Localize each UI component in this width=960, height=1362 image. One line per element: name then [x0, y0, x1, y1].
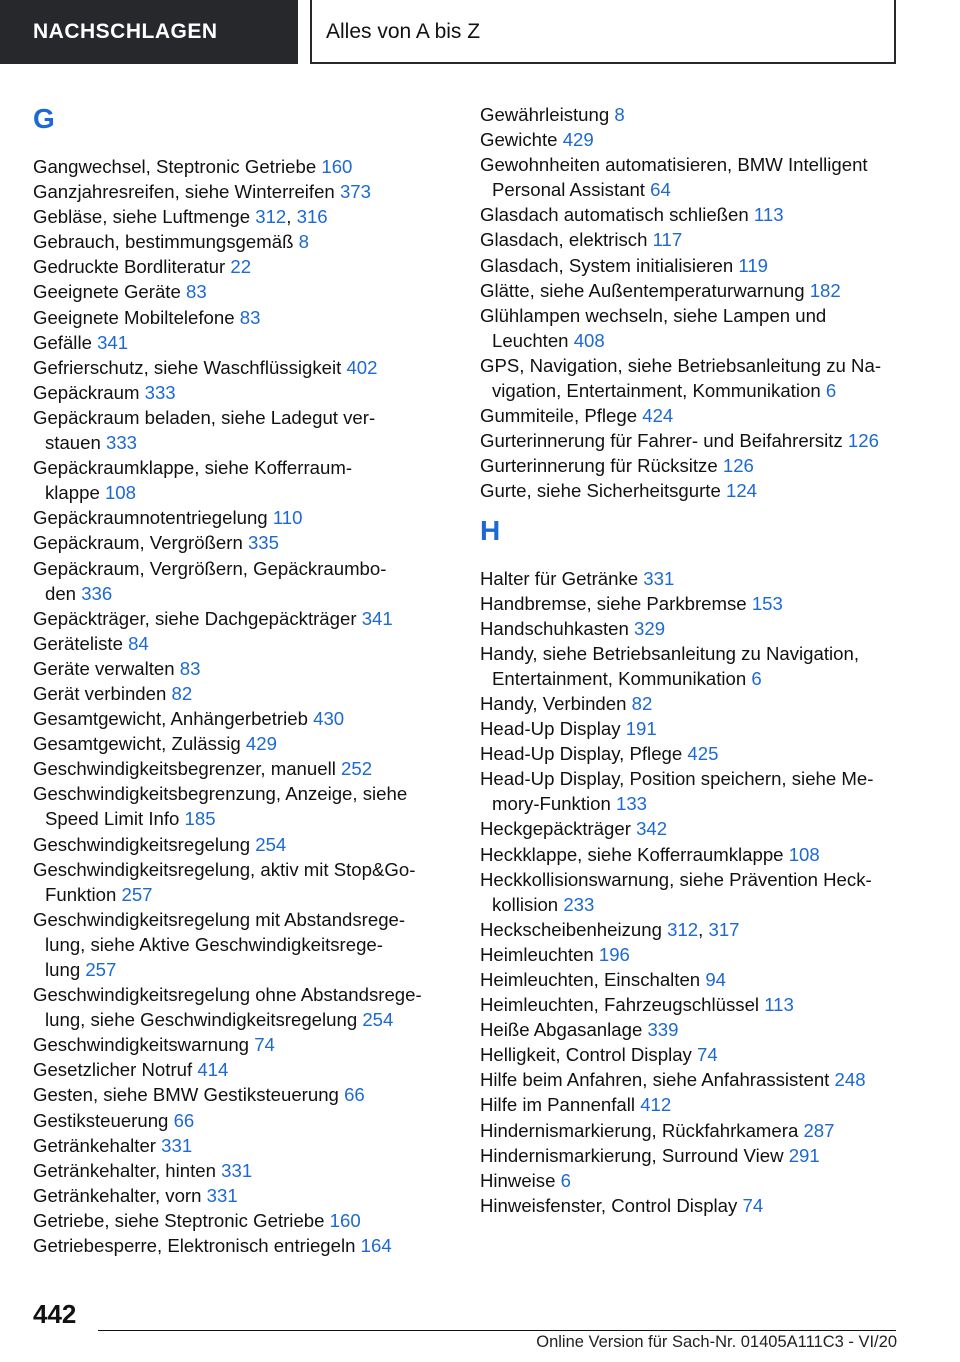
index-entry-text: Handbremse, siehe Parkbremse	[480, 592, 747, 614]
index-entry-text: Head-Up Display, Pflege	[480, 743, 683, 765]
page-reference-link[interactable]: 84	[128, 632, 149, 654]
index-entry	[480, 1118, 900, 1143]
page-reference-link[interactable]: 342	[636, 818, 668, 840]
index-entry	[33, 656, 453, 681]
index-entry	[480, 1168, 900, 1193]
index-entry	[33, 455, 453, 505]
page-reference-link[interactable]: 66	[173, 1109, 195, 1131]
page-reference-link[interactable]: 429	[245, 733, 277, 755]
index-entry	[480, 992, 900, 1017]
index-entry-text: Gestiksteuerung	[33, 1109, 169, 1131]
index-entry-text: Getriebesperre, Elektronisch entriegeln	[33, 1235, 356, 1257]
index-column-left	[33, 102, 453, 1258]
index-entry-text: lung	[45, 959, 81, 980]
index-entry-text: Heckgepäckträger	[480, 818, 631, 840]
footer-divider	[98, 1330, 896, 1331]
index-entry-text: Glasdach automatisch schließen	[480, 204, 749, 226]
index-entry	[33, 857, 453, 907]
index-entry	[480, 453, 900, 478]
index-entry-text: mory-Funktion	[492, 793, 611, 815]
index-entry-text: Handy, Verbinden	[480, 692, 627, 714]
page-reference-link[interactable]: 6	[560, 1169, 571, 1191]
index-entry-text: Gepäckraum, Vergrößern	[33, 532, 243, 554]
index-entry-text: Geräteliste	[33, 632, 123, 654]
page-reference-link[interactable]: 119	[738, 254, 769, 276]
index-entry	[33, 154, 453, 179]
index-column-right	[480, 102, 900, 1218]
index-entry	[480, 353, 900, 403]
index-entry	[33, 1082, 453, 1107]
index-entry	[480, 566, 900, 591]
page-number: 442	[33, 1299, 77, 1329]
index-entry-text: kollision	[492, 893, 559, 915]
index-letter-heading: H	[480, 514, 501, 546]
page-reference-link[interactable]: 257	[85, 959, 117, 980]
page-reference-link[interactable]: 316	[296, 206, 328, 228]
page-reference-link[interactable]: 402	[346, 356, 378, 378]
page-reference-link[interactable]: 317	[708, 918, 740, 940]
index-entry-text: Gesamtgewicht, Zulässig	[33, 733, 241, 755]
index-entry-text: Geschwindigkeitsregelung ohne Abstandsrege-	[33, 984, 422, 1006]
index-entry-text: Gurterinnerung für Fahrer- und Beifahrersitz	[480, 430, 843, 452]
index-entry	[480, 616, 900, 641]
page-reference-link[interactable]: 64	[650, 179, 671, 201]
index-entry	[480, 867, 900, 917]
page-reference-link[interactable]: 233	[563, 893, 595, 915]
page-reference-link[interactable]: 126	[722, 455, 754, 477]
index-entry-text: Gepäckraum beladen, siehe Ladegut ver-	[33, 406, 376, 428]
index-entry	[33, 781, 453, 831]
page-reference-link[interactable]: 8	[614, 104, 625, 125]
index-entry	[33, 530, 453, 555]
index-entry	[480, 1143, 900, 1168]
page-reference-link[interactable]: 331	[221, 1159, 253, 1181]
index-entry	[33, 405, 453, 455]
index-entry-text: Heckkollisionswarnung, siehe Prävention Heck-	[480, 868, 872, 890]
index-entry	[33, 606, 453, 631]
page-reference-link[interactable]: 83	[186, 281, 207, 303]
index-entry-text: Heiße Abgasanlage	[480, 1019, 643, 1041]
page-reference-link[interactable]: 117	[652, 229, 683, 251]
index-entry	[33, 1057, 453, 1082]
index-entry-list	[33, 154, 453, 1258]
index-entry-text: klappe	[45, 482, 100, 504]
index-entry	[33, 907, 453, 982]
index-entry-text: Geeignete Geräte	[33, 281, 181, 303]
page-reference-link[interactable]: 335	[247, 532, 279, 554]
index-entry-text: Gangwechsel, Steptronic Getriebe	[33, 156, 317, 177]
index-entry-text: Getriebe, siehe Steptronic Getriebe	[33, 1209, 325, 1231]
index-entry-text: Heckklappe, siehe Kofferraumklappe	[480, 843, 784, 865]
index-entry-text: Gesetzlicher Notruf	[33, 1059, 193, 1081]
index-entry	[33, 756, 453, 781]
page-reference-link[interactable]: 331	[161, 1134, 193, 1156]
index-entry	[480, 1017, 900, 1042]
page-reference-link[interactable]: 425	[687, 743, 719, 765]
index-entry	[33, 1158, 453, 1183]
page-reference-link[interactable]: 333	[144, 381, 176, 403]
index-entry	[33, 1183, 453, 1208]
index-entry-text: Head-Up Display, Position speichern, siehe Me-	[480, 768, 874, 790]
index-entry	[480, 253, 900, 278]
index-entry	[480, 202, 900, 227]
index-entry	[33, 355, 453, 380]
page-reference-link[interactable]: 254	[362, 1009, 394, 1031]
index-entry-text: Gewichte	[480, 129, 558, 151]
index-entry-text: Gurterinnerung für Rücksitze	[480, 455, 718, 477]
index-entry-text: den	[45, 582, 77, 604]
index-entry-text: Heimleuchten	[480, 943, 594, 965]
index-entry-text: Hinweise	[480, 1169, 556, 1191]
index-entry-text: Hindernismarkierung, Rückfahrkamera	[480, 1119, 799, 1141]
page-reference-link[interactable]: 412	[640, 1094, 672, 1116]
index-entry: Heckscheibenheizung 312, 317	[480, 918, 740, 940]
index-entry	[480, 641, 900, 691]
page-reference-link[interactable]: 331	[643, 567, 675, 589]
index-entry	[480, 152, 900, 202]
index-entry-list	[480, 566, 900, 1218]
index-entry-text: Leuchten	[492, 329, 569, 351]
index-entry-text: lung, siehe Aktive Geschwindigkeitsrege-	[45, 933, 383, 955]
index-entry-text: Gesten, siehe BMW Gestiksteuerung	[33, 1084, 339, 1106]
chapter-title: Alles von A bis Z	[310, 0, 896, 64]
page-reference-link[interactable]: 182	[809, 279, 841, 301]
page-reference-link[interactable]: 424	[642, 405, 674, 427]
page-reference-link[interactable]: 291	[788, 1144, 820, 1166]
page-reference-link[interactable]: 22	[230, 256, 252, 278]
page-reference-link[interactable]: 6	[751, 667, 762, 689]
index-entry	[33, 279, 453, 304]
page-reference-link[interactable]: 408	[573, 329, 605, 351]
index-entry	[33, 505, 453, 530]
index-entry-text: Heimleuchten, Einschalten	[480, 969, 701, 990]
page-reference-link[interactable]: 108	[104, 482, 136, 504]
index-entry	[33, 179, 453, 204]
index-entry-text: Gepäckraumklappe, siehe Kofferraum-	[33, 457, 353, 479]
index-entry-text: Head-Up Display	[480, 718, 621, 740]
index-entry	[480, 1092, 900, 1117]
page-reference-link[interactable]: 252	[341, 758, 373, 780]
index-entry-text: Speed Limit Info	[45, 808, 180, 830]
index-entry-text: Hilfe beim Anfahren, siehe Anfahrassistent	[480, 1069, 830, 1091]
index-entry	[33, 706, 453, 731]
page-reference-link[interactable]: 94	[705, 969, 727, 990]
index-entry-text: Gepäckraum, Vergrößern, Gepäckraumbo-	[33, 557, 387, 579]
index-entry	[480, 102, 900, 127]
index-entry-text: Halter für Getränke	[480, 567, 639, 589]
index-entry-text: Gepäckträger, siehe Dachgepäckträger	[33, 607, 357, 629]
page-reference-link[interactable]: 373	[339, 181, 371, 203]
index-entry-text: Gebrauch, bestimmungsgemäß	[33, 231, 294, 253]
page-reference-link[interactable]: 333	[106, 432, 138, 454]
index-entry-text: stauen	[45, 432, 101, 454]
index-entry-text: Gummiteile, Pflege	[480, 405, 638, 427]
page-reference-link[interactable]: 74	[254, 1034, 275, 1056]
index-entry-text: Helligkeit, Control Display	[480, 1044, 692, 1066]
index-entry	[480, 816, 900, 841]
index-entry	[480, 227, 900, 252]
index-entry-text: Funktion	[45, 883, 117, 905]
index-entry-text: Gefrierschutz, siehe Waschflüssigkeit	[33, 356, 342, 378]
page-reference-link[interactable]: 108	[788, 843, 820, 865]
index-entry	[33, 330, 453, 355]
page-reference-link[interactable]: 74	[742, 1194, 764, 1216]
index-entry	[33, 631, 453, 656]
index-entry	[33, 832, 453, 857]
page-reference-link[interactable]: 124	[725, 480, 758, 502]
index-entry-text: Geschwindigkeitsregelung mit Abstandsrege-	[33, 908, 406, 930]
index-entry-text: Geschwindigkeitsbegrenzer, manuell	[33, 758, 336, 780]
index-entry-text: Gewohnheiten automatisieren, BMW Intelligent	[480, 154, 868, 176]
index-entry-text: Getränkehalter, hinten	[33, 1159, 216, 1181]
page-reference-link[interactable]: 341	[361, 607, 393, 629]
online-version-note: Online Version für Sach-Nr. 01405A111C3 - VI/20	[536, 1333, 897, 1351]
page-reference-link[interactable]: 133	[616, 793, 648, 815]
index-entry-text: Gurte, siehe Sicherheitsgurte	[480, 480, 721, 502]
page-reference-link[interactable]: 430	[313, 708, 345, 730]
index-entry-text: Geschwindigkeitswarnung	[33, 1034, 250, 1056]
index-entry	[480, 967, 900, 992]
index-entry-list	[480, 102, 900, 504]
index-entry	[480, 303, 900, 353]
index-entry	[480, 842, 900, 867]
index-entry	[480, 942, 900, 967]
index-entry-text: Gedruckte Bordliteratur	[33, 256, 226, 278]
page-reference-link[interactable]: 82	[631, 692, 653, 714]
page-reference-link[interactable]: 113	[753, 204, 784, 226]
index-entry-text: GPS, Navigation, siehe Betriebsanleitung zu Na-	[480, 354, 882, 376]
page-reference-link[interactable]: 339	[647, 1019, 679, 1041]
index-entry	[33, 229, 453, 254]
index-entry	[33, 1133, 453, 1158]
page-reference-link[interactable]: 66	[344, 1084, 365, 1106]
index-entry	[480, 691, 900, 716]
index-entry-text: Handschuhkasten	[480, 617, 629, 639]
page-reference-link[interactable]: 113	[764, 994, 794, 1016]
page-reference-link[interactable]: 83	[239, 306, 261, 328]
index-entry	[480, 278, 900, 303]
index-entry	[33, 1208, 453, 1233]
page-reference-link[interactable]: 164	[360, 1235, 392, 1257]
index-entry-text: Gerät verbinden	[33, 682, 167, 704]
page-reference-link[interactable]: 312	[667, 918, 699, 940]
index-entry	[480, 478, 900, 503]
page-reference-link[interactable]: 414	[197, 1059, 229, 1081]
index-entry-text: Getränkehalter, vorn	[33, 1184, 202, 1206]
page-reference-link[interactable]: 153	[751, 592, 783, 614]
index-entry	[33, 731, 453, 756]
section-tab: NACHSCHLAGEN	[0, 0, 298, 64]
page-reference-link[interactable]: 191	[625, 718, 657, 740]
page-reference-link[interactable]: 248	[834, 1069, 866, 1091]
index-entry-text: Gebläse, siehe Luftmenge	[33, 206, 251, 228]
index-entry	[33, 681, 453, 706]
index-entry	[33, 1233, 453, 1258]
index-entry-text: Glühlampen wechseln, siehe Lampen und	[480, 304, 827, 326]
index-entry-text: Heckscheibenheizung	[480, 918, 662, 940]
page-reference-link[interactable]: 336	[81, 582, 113, 604]
page-reference-link[interactable]: 254	[255, 833, 287, 855]
page-reference-link[interactable]: 6	[825, 380, 837, 402]
page-reference-link[interactable]: 185	[184, 808, 216, 830]
page-reference-link[interactable]: 257	[121, 883, 153, 905]
index-entry	[480, 127, 900, 152]
index-entry	[480, 1067, 900, 1092]
index-entry-text: Hindernismarkierung, Surround View	[480, 1144, 784, 1166]
index-entry-text: Hilfe im Pannenfall	[480, 1094, 636, 1116]
index-entry-text: lung, siehe Geschwindigkeitsregelung	[45, 1009, 358, 1031]
index-letter-heading: G	[33, 103, 55, 134]
index-entry-text: Glasdach, System initialisieren	[480, 254, 734, 276]
index-entry-text: Gesamtgewicht, Anhängerbetrieb	[33, 708, 308, 730]
index-entry-text: Getränkehalter	[33, 1134, 156, 1156]
page-reference-link[interactable]: 312	[255, 206, 287, 228]
page-reference-link[interactable]: 329	[634, 617, 666, 639]
index-entry-text: Ganzjahresreifen, siehe Winterreifen	[33, 181, 335, 203]
index-entry	[33, 254, 453, 279]
index-entry	[480, 1193, 900, 1218]
page-reference-link[interactable]: 341	[97, 331, 129, 353]
index-entry-text: Heimleuchten, Fahrzeugschlüssel	[480, 994, 760, 1016]
index-entry	[480, 591, 900, 616]
page-reference-link[interactable]: 74	[697, 1044, 718, 1066]
index-entry-text: Gepäckraum	[33, 381, 140, 403]
index-entry-text: Geeignete Mobiltelefone	[33, 306, 235, 328]
index-entry-text: Glasdach, elektrisch	[480, 229, 648, 251]
page-reference-link[interactable]: 8	[298, 231, 309, 253]
page-reference-link[interactable]: 83	[179, 657, 201, 679]
index-entry-text: Gewährleistung	[480, 104, 610, 125]
index-entry	[480, 1042, 900, 1067]
index-entry-text: Geschwindigkeitsbegrenzung, Anzeige, siehe	[33, 783, 408, 805]
page-reference-link[interactable]: 429	[562, 129, 594, 151]
index-entry-text: Geschwindigkeitsregelung	[33, 833, 251, 855]
index-entry-text: Geschwindigkeitsregelung, aktiv mit Stop&Go-	[33, 858, 416, 880]
index-entry-text: Gepäckraumnotentriegelung	[33, 507, 268, 529]
index-entry	[33, 380, 453, 405]
index-entry	[33, 1032, 453, 1057]
page-reference-link[interactable]: 110	[272, 507, 303, 529]
index-entry-text: Glätte, siehe Außentemperaturwarnung	[480, 279, 805, 301]
index-entry: Gebläse, siehe Luftmenge 312, 316	[33, 206, 328, 228]
index-entry-text: Handy, siehe Betriebsanleitung zu Navigation,	[480, 642, 859, 664]
index-entry-text: Hinweisfenster, Control Display	[480, 1194, 738, 1216]
index-entry-text: Personal Assistant	[492, 179, 645, 201]
index-entry	[480, 403, 900, 428]
index-entry-text: Entertainment, Kommunikation	[492, 667, 747, 689]
page-reference-link[interactable]: 82	[171, 682, 193, 704]
page-reference-link[interactable]: 331	[206, 1184, 238, 1206]
index-entry	[480, 428, 900, 453]
page-reference-link[interactable]: 126	[847, 430, 879, 452]
index-entry	[33, 982, 453, 1032]
page-header	[0, 0, 896, 66]
page-reference-link[interactable]: 196	[598, 943, 630, 965]
index-entry	[480, 766, 900, 816]
page-reference-link[interactable]: 160	[321, 156, 353, 177]
index-entry	[33, 556, 453, 606]
index-entry	[33, 305, 453, 330]
index-entry	[33, 1108, 453, 1133]
index-entry-text: Geräte verwalten	[33, 657, 175, 679]
index-entry-text: Gefälle	[33, 331, 92, 353]
page-reference-link[interactable]: 160	[329, 1209, 361, 1231]
index-entry	[480, 716, 900, 741]
page-reference-link[interactable]: 287	[803, 1119, 835, 1141]
index-entry-text: vigation, Entertainment, Kommunikation	[492, 380, 821, 402]
index-entry	[480, 741, 900, 766]
